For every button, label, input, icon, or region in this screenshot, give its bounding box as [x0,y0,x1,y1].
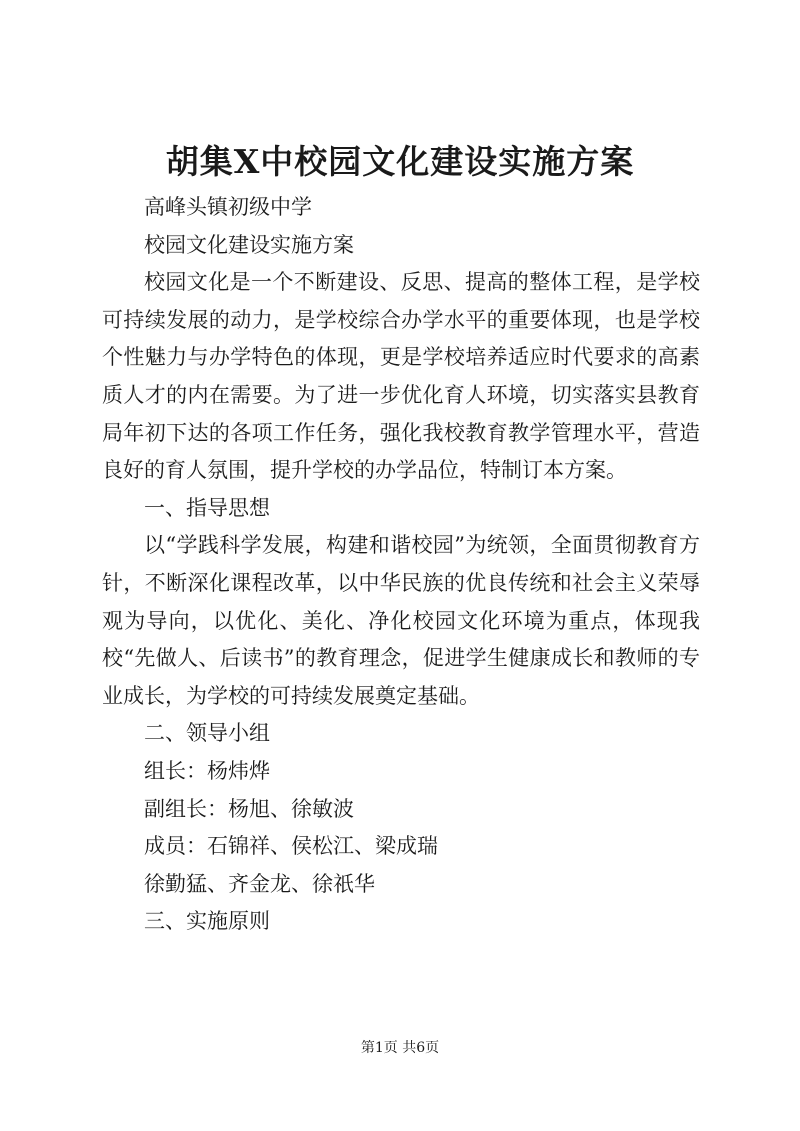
school-name-line: 高峰头镇初级中学 [144,195,312,219]
section-heading-principles: 三、实施原则 [144,909,270,934]
members-line-continued: 徐勤猛、齐金龙、徐祇华 [144,871,375,896]
deputy-leader-line: 副组长：杨旭、徐敏波 [144,796,354,821]
page-footer: 第1页 共6页 [360,1040,440,1056]
leader-line: 组长：杨炜烨 [144,758,270,783]
document-title: 胡集X中校园文化建设实施方案 [165,142,635,181]
section-heading-guiding-thought: 一、指导思想 [144,495,270,520]
members-line: 成员：石锦祥、侯松江、梁成瑞 [144,834,438,859]
guiding-thought-paragraph: 以“学践科学发展，构建和谐校园”为统领，全面贯彻教育方针，不断深化课程改革，以中华民族的优良传统和社会主义荣辱观为导向，以优化、美化、净化校园文化环境为重点，体现我校“先做人、后读书”的教育理念，促进学生健康成长和教师的专业成长，为学校的可持续发展奠定基础。 [102,533,700,708]
document-body [102,189,700,941]
intro-paragraph: 校园文化是一个不断建设、反思、提高的整体工程，是学校可持续发展的动力，是学校综合办学水平的重要体现，也是学校个性魅力与办学特色的体现，更是学校培养适应时代要求的高素质人才的内在需要。为了进一步优化育人环境，切实落实县教育局年初下达的各项工作任务，强化我校教育教学管理水平，营造良好的育人氛围，提升学校的办学品位，特制订本方案。 [102,270,700,483]
section-heading-leadership: 二、领导小组 [144,721,270,746]
plan-subtitle-line: 校园文化建设实施方案 [144,232,354,257]
